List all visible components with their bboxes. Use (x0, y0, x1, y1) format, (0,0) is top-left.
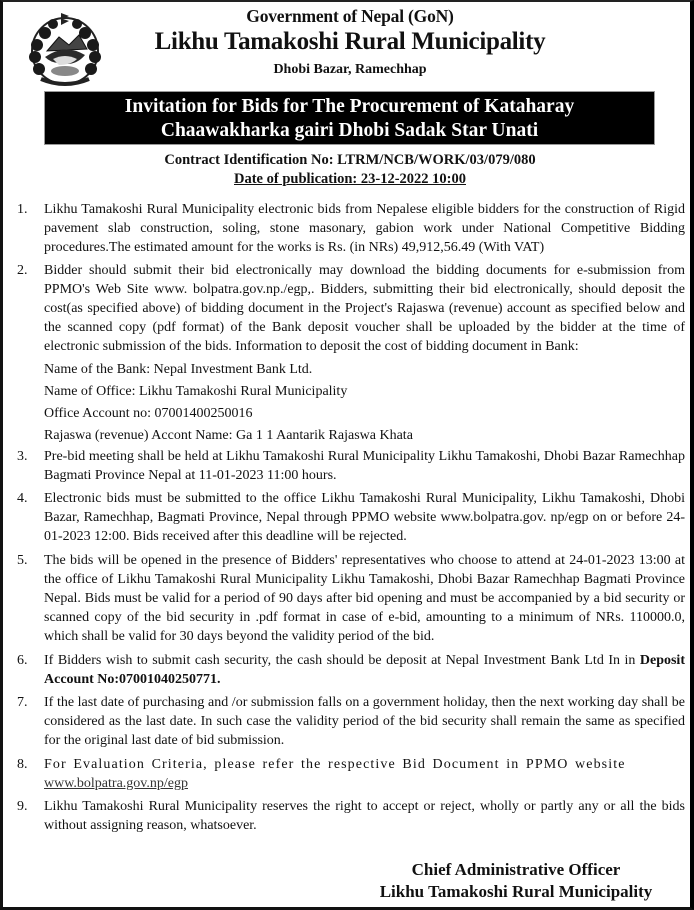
item-text: Electronic bids must be submitted to the office Likhu Tamakoshi Rural Municipality, Likhu Tamakoshi, Dhobi Bazar, Ramechhap, Bagmati Province, Nepal through PPMO website www.bolpatra.gov. np/egp on or before 24-01-2023 12:00. Bids received after this deadline will be rejected. (44, 491, 685, 545)
municipality-address: Dhobi Bazar, Ramechhap (273, 62, 427, 77)
item-text: The bids will be opened in the presence of Bidders' representatives who choose to attend at 24-01-2023 13:00 at the office of Likhu Tamakoshi Rural Municipality Likhu Tamakoshi, Dhobi Bazar Ramechhap Bagmati Province Nepal. Bids must be valid for a period of 90 days after bid opening and must be accompanied by a bid security or scanned copy of the bid security in .pdf format in case of e-bid, amounting to a minimum of NRs. 110000.0, which shall be valid for 30 days beyond the validity period of the bid. (44, 552, 685, 645)
notice-title-banner (44, 91, 655, 145)
deposit-account-number: Deposit Account No:07001040250771. (44, 652, 685, 687)
banner-line-1: Invitation for Bids for The Procurement of Kataharay (124, 96, 575, 117)
bank-name: Name of the Bank: Nepal Investment Bank Ltd. (44, 361, 313, 377)
list-item (3, 693, 694, 751)
item-number: 9. (17, 799, 28, 815)
publication-date: Date of publication: 23-12-2022 10:00 (234, 171, 466, 187)
list-item (3, 755, 694, 793)
list-item (3, 797, 694, 835)
item-text: For Evaluation Criteria, please refer the respective Bid Document in PPMO website (44, 756, 626, 772)
item-number: 7. (17, 695, 28, 711)
banner-line-2: Chaawakharka gairi Dhobi Sadak Star Unati (160, 120, 539, 141)
municipality-title: Likhu Tamakoshi Rural Municipality (154, 28, 546, 55)
list-item (3, 489, 694, 547)
contract-identification: Contract Identification No: LTRM/NCB/WORK/03/079/080 (164, 152, 536, 168)
list-item (3, 651, 694, 689)
item-number: 2. (17, 262, 28, 278)
government-title: Government of Nepal (GoN) (246, 6, 454, 26)
item-text: If the last date of purchasing and /or submission falls on a government holiday, then the next working day shall be considered as the last date. In such case the validity period of the bid security shall remain the same as specified for the original last date of bid submission. (44, 695, 685, 749)
ppmo-website-link[interactable]: www.bolpatra.gov.np/egp (44, 775, 188, 791)
rajaswa-account-name: Rajaswa (revenue) Accont Name: Ga 1 1 Aantarik Rajaswa Khata (44, 427, 413, 443)
office-account-number: Office Account no: 07001400250016 (44, 405, 253, 421)
signatory-organization: Likhu Tamakoshi Rural Municipality (379, 882, 653, 901)
item-text: If Bidders wish to submit cash security, the cash should be deposit at Nepal Investment Bank Ltd In in (44, 652, 636, 668)
item-text: Bidder should submit their bid electronically may download the bidding documents for e-submission from PPMO's Web Site www. bolpatra.gov.np./egp,. Bidders, submitting their bid electronically, should deposit the cost(as specified above) of bidding document in the Project's Rajaswa (revenue) account as specified below and the scanned copy (pdf format) of the Bank deposit voucher shall be uploaded by the bidder at the time of electronic submission of the bids. Information to deposit the cost of bidding document in Bank: (44, 262, 685, 355)
item-number: 1. (17, 202, 28, 217)
item-text: Likhu Tamakoshi Rural Municipality reserves the right to accept or reject, wholly or partly any or all the bids without assigning reason, whatsoever. (44, 799, 685, 834)
list-item (3, 261, 694, 357)
list-item (3, 551, 694, 647)
item-number: 4. (17, 491, 28, 507)
signatory-title: Chief Administrative Officer (411, 860, 621, 879)
bid-conditions-list (3, 200, 694, 837)
list-item (3, 447, 694, 485)
item-number: 3. (17, 448, 28, 464)
list-item (3, 200, 694, 258)
item-number: 6. (17, 652, 28, 668)
item-text: Pre-bid meeting shall be held at Likhu Tamakoshi Rural Municipality Likhu Tamakoshi, Dhobi Bazar Ramechhap Bagmati Province Nepal at 11-01-2023 11:00 hours. (44, 448, 685, 483)
item-text: Likhu Tamakoshi Rural Municipality electronic bids from Nepalese eligible bidders for the construction of Rigid pavement slab construction, soling, stone masonary, gabion work under National Competitive Bidding procedures.The estimated amount for the works is Rs. (in NRs) 49,912,56.49 (With VAT) (44, 202, 685, 256)
office-name: Name of Office: Likhu Tamakoshi Rural Municipality (44, 383, 348, 399)
item-number: 5. (17, 552, 28, 568)
item-number: 8. (17, 756, 28, 772)
